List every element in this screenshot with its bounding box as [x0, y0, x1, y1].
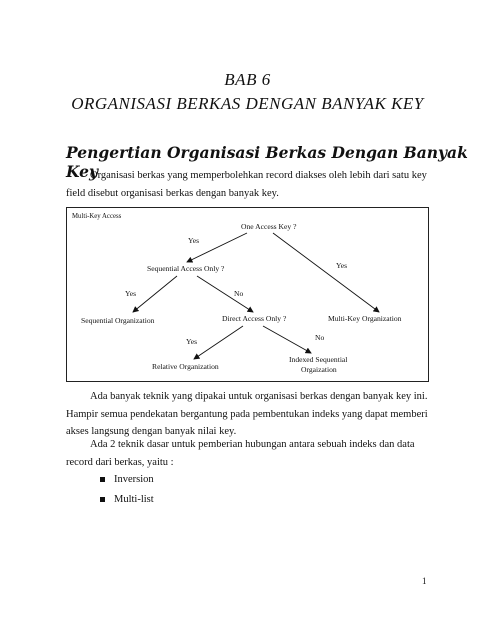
node-one-access-key: One Access Key ? — [241, 222, 297, 231]
node-indexed-sequential-line2: Orgaization — [301, 365, 337, 374]
edge-root-to-multikey — [273, 233, 379, 312]
edge-label-direct-yes: Yes — [186, 337, 198, 346]
list-item-multi-list: Multi-list — [98, 490, 154, 510]
node-indexed-sequential-line1: Indexed Sequential — [289, 355, 348, 364]
para3-line-1: Ada 2 teknik dasar untuk pemberian hubungan antara sebuah indeks dan data — [90, 439, 415, 450]
intro-line-2: field disebut organisasi berkas dengan banyak key. — [66, 187, 279, 199]
multi-key-access-diagram — [66, 207, 429, 382]
edge-label-seq-yes: Yes — [125, 289, 137, 298]
decision-tree — [67, 208, 430, 383]
para3-line-2: record dari berkas, yaitu : — [66, 456, 174, 468]
para2-line-1: Ada banyak teknik yang dipakai untuk organisasi berkas dengan banyak key ini. — [90, 391, 428, 402]
node-sequential-access-only: Sequential Access Only ? — [147, 264, 225, 273]
paragraph-techniques — [66, 388, 428, 441]
node-sequential-organization: Sequential Organization — [81, 316, 155, 325]
chapter-number: BAB 6 — [224, 70, 271, 89]
edge-label-direct-no: No — [315, 333, 325, 342]
para2-line-3: akses langsung dengan banyak nilai key. — [66, 426, 237, 437]
edge-label-root-yes: Yes — [188, 236, 200, 245]
edge-sequential-to-direct — [197, 276, 253, 312]
technique-list — [98, 470, 154, 510]
para2-line-2: Hampir semua pendekatan bergantung pada pembentukan indeks yang dapat memberi — [66, 408, 428, 420]
edge-sequential-to-seqorg — [133, 276, 177, 312]
diagram-caption: Multi-Key Access — [72, 213, 122, 220]
intro-paragraph — [66, 167, 428, 202]
edge-direct-to-relative — [194, 326, 243, 359]
section-title: Pengertian Organisasi Berkas Dengan Banyak Key — [66, 143, 468, 181]
edge-label-root-to-multikey: Yes — [336, 261, 348, 270]
chapter-title: ORGANISASI BERKAS DENGAN BANYAK KEY — [71, 94, 424, 113]
edge-direct-to-indexed — [263, 326, 311, 353]
intro-line-1: Organisasi berkas yang memperbolehkan record diakses oleh lebih dari satu key — [90, 170, 427, 181]
node-direct-access-only: Direct Access Only ? — [222, 314, 287, 323]
node-multi-key-organization: Multi-Key Organization — [328, 314, 402, 323]
paragraph-basic-techniques — [66, 436, 428, 471]
node-relative-organization: Relative Organization — [152, 362, 219, 371]
list-item-inversion: Inversion — [98, 470, 154, 490]
edge-label-seq-no: No — [234, 289, 244, 298]
page-number: 1 — [422, 576, 427, 586]
